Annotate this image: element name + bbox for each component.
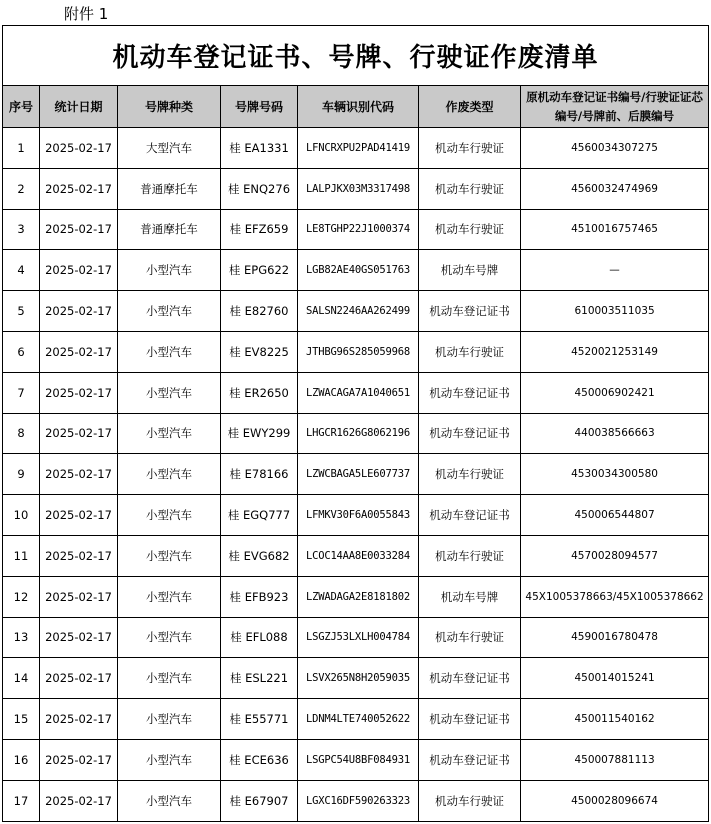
cell-date: 2025-02-17 [40, 617, 118, 658]
cell-seq: 12 [3, 576, 40, 617]
table-row [3, 535, 709, 576]
cell-seq: 14 [3, 658, 40, 699]
cell-orig-no: 4500028096674 [521, 780, 709, 821]
cell-date: 2025-02-17 [40, 576, 118, 617]
cell-plate-no: 桂 EPG622 [221, 250, 298, 291]
header-plate-type: 号牌种类 [118, 86, 221, 128]
attachment-label: 附件 1 [64, 5, 109, 23]
cell-date: 2025-02-17 [40, 250, 118, 291]
cell-vin: LALPJKX03M3317498 [298, 168, 419, 209]
cell-seq: 10 [3, 495, 40, 536]
cell-vin: LDNM4LTE740052622 [298, 699, 419, 740]
cell-seq: 16 [3, 739, 40, 780]
cell-orig-no: 440038566663 [521, 413, 709, 454]
cell-void-type: 机动车登记证书 [419, 658, 521, 699]
cell-seq: 8 [3, 413, 40, 454]
table-body [3, 128, 709, 822]
cell-date: 2025-02-17 [40, 454, 118, 495]
header-seq: 序号 [3, 86, 40, 128]
cell-orig-no: 45X1005378663/45X1005378662 [521, 576, 709, 617]
cell-vin: SALSN2246AA262499 [298, 291, 419, 332]
cell-orig-no: 4590016780478 [521, 617, 709, 658]
cell-date: 2025-02-17 [40, 535, 118, 576]
cell-vin: LSVX265N8H2059035 [298, 658, 419, 699]
table-row [3, 209, 709, 250]
cell-orig-no: 4560034307275 [521, 128, 709, 169]
cell-orig-no: 4560032474969 [521, 168, 709, 209]
cell-void-type: 机动车行驶证 [419, 168, 521, 209]
cell-plate-type: 小型汽车 [118, 413, 221, 454]
cell-void-type: 机动车登记证书 [419, 699, 521, 740]
header-void-type: 作废类型 [419, 86, 521, 128]
cell-void-type: 机动车登记证书 [419, 739, 521, 780]
cell-orig-no: 610003511035 [521, 291, 709, 332]
cell-seq: 15 [3, 699, 40, 740]
cell-date: 2025-02-17 [40, 168, 118, 209]
header-orig-no: 原机动车登记证书编号/行驶证证芯编号/号牌前、后膜编号 [521, 86, 709, 128]
cell-plate-no: 桂 EV8225 [221, 331, 298, 372]
cell-plate-type: 小型汽车 [118, 739, 221, 780]
table-row [3, 454, 709, 495]
cell-seq: 9 [3, 454, 40, 495]
cell-void-type: 机动车行驶证 [419, 780, 521, 821]
table-row [3, 576, 709, 617]
cell-plate-type: 普通摩托车 [118, 168, 221, 209]
void-list-sheet [2, 25, 708, 822]
cell-date: 2025-02-17 [40, 658, 118, 699]
cell-vin: LCOC14AA8E0033284 [298, 535, 419, 576]
cell-date: 2025-02-17 [40, 780, 118, 821]
cell-plate-no: 桂 EFB923 [221, 576, 298, 617]
cell-orig-no: 450006902421 [521, 372, 709, 413]
cell-vin: LGB82AE40GS051763 [298, 250, 419, 291]
table-row [3, 291, 709, 332]
cell-seq: 17 [3, 780, 40, 821]
cell-date: 2025-02-17 [40, 413, 118, 454]
cell-plate-no: 桂 EFL088 [221, 617, 298, 658]
cell-vin: LZWCBAGA5LE607737 [298, 454, 419, 495]
cell-plate-type: 小型汽车 [118, 699, 221, 740]
cell-plate-type: 小型汽车 [118, 658, 221, 699]
cell-orig-no: 450007881113 [521, 739, 709, 780]
cell-seq: 1 [3, 128, 40, 169]
cell-plate-type: 小型汽车 [118, 780, 221, 821]
cell-vin: LGXC16DF590263323 [298, 780, 419, 821]
cell-plate-no: 桂 ER2650 [221, 372, 298, 413]
cell-plate-type: 小型汽车 [118, 495, 221, 536]
cell-plate-no: 桂 EGQ777 [221, 495, 298, 536]
cell-void-type: 机动车号牌 [419, 250, 521, 291]
cell-vin: LFNCRXPU2PAD41419 [298, 128, 419, 169]
cell-void-type: 机动车行驶证 [419, 209, 521, 250]
cell-seq: 13 [3, 617, 40, 658]
cell-vin: LZWADAGA2E8181802 [298, 576, 419, 617]
cell-seq: 2 [3, 168, 40, 209]
cell-vin: LZWACAGA7A1040651 [298, 372, 419, 413]
cell-plate-no: 桂 EVG682 [221, 535, 298, 576]
table-row [3, 739, 709, 780]
cell-orig-no: 4510016757465 [521, 209, 709, 250]
page-title: 机动车登记证书、号牌、行驶证作废清单 [3, 26, 709, 86]
cell-void-type: 机动车行驶证 [419, 454, 521, 495]
cell-plate-type: 大型汽车 [118, 128, 221, 169]
cell-date: 2025-02-17 [40, 209, 118, 250]
table-row [3, 699, 709, 740]
cell-vin: LSGZJ53LXLH004784 [298, 617, 419, 658]
cell-vin: JTHBG96S285059968 [298, 331, 419, 372]
cell-date: 2025-02-17 [40, 331, 118, 372]
void-list-table [2, 25, 709, 822]
cell-void-type: 机动车登记证书 [419, 495, 521, 536]
cell-void-type: 机动车登记证书 [419, 372, 521, 413]
cell-seq: 7 [3, 372, 40, 413]
cell-orig-no: 4530034300580 [521, 454, 709, 495]
cell-date: 2025-02-17 [40, 372, 118, 413]
cell-vin: LFMKV30F6A0055843 [298, 495, 419, 536]
cell-vin: LHGCR1626G8062196 [298, 413, 419, 454]
cell-plate-no: 桂 ESL221 [221, 658, 298, 699]
cell-plate-no: 桂 E78166 [221, 454, 298, 495]
table-row [3, 413, 709, 454]
cell-void-type: 机动车行驶证 [419, 128, 521, 169]
cell-plate-type: 小型汽车 [118, 250, 221, 291]
header-date: 统计日期 [40, 86, 118, 128]
cell-seq: 5 [3, 291, 40, 332]
table-row [3, 331, 709, 372]
cell-seq: 6 [3, 331, 40, 372]
cell-plate-no: 桂 E82760 [221, 291, 298, 332]
cell-orig-no: 450014015241 [521, 658, 709, 699]
cell-void-type: 机动车号牌 [419, 576, 521, 617]
cell-plate-type: 小型汽车 [118, 617, 221, 658]
header-plate-no: 号牌号码 [221, 86, 298, 128]
header-row [3, 86, 709, 128]
cell-date: 2025-02-17 [40, 291, 118, 332]
cell-plate-no: 桂 EWY299 [221, 413, 298, 454]
cell-date: 2025-02-17 [40, 495, 118, 536]
cell-void-type: 机动车行驶证 [419, 331, 521, 372]
cell-date: 2025-02-17 [40, 739, 118, 780]
cell-plate-type: 普通摩托车 [118, 209, 221, 250]
cell-void-type: 机动车登记证书 [419, 291, 521, 332]
table-row [3, 168, 709, 209]
cell-plate-no: 桂 EFZ659 [221, 209, 298, 250]
cell-orig-no: 450011540162 [521, 699, 709, 740]
cell-plate-type: 小型汽车 [118, 454, 221, 495]
table-row [3, 617, 709, 658]
cell-date: 2025-02-17 [40, 128, 118, 169]
table-row [3, 495, 709, 536]
cell-orig-no: 4520021253149 [521, 331, 709, 372]
cell-plate-type: 小型汽车 [118, 535, 221, 576]
cell-plate-type: 小型汽车 [118, 331, 221, 372]
cell-plate-no: 桂 ECE636 [221, 739, 298, 780]
cell-plate-type: 小型汽车 [118, 576, 221, 617]
cell-seq: 3 [3, 209, 40, 250]
title-row [3, 26, 709, 86]
cell-void-type: 机动车行驶证 [419, 535, 521, 576]
cell-plate-no: 桂 EA1331 [221, 128, 298, 169]
cell-vin: LSGPC54U8BF084931 [298, 739, 419, 780]
cell-plate-no: 桂 ENQ276 [221, 168, 298, 209]
cell-void-type: 机动车登记证书 [419, 413, 521, 454]
cell-void-type: 机动车行驶证 [419, 617, 521, 658]
header-vin: 车辆识别代码 [298, 86, 419, 128]
cell-plate-type: 小型汽车 [118, 372, 221, 413]
table-row [3, 128, 709, 169]
cell-plate-no: 桂 E55771 [221, 699, 298, 740]
table-row [3, 658, 709, 699]
table-row [3, 780, 709, 821]
cell-orig-no: 4570028094577 [521, 535, 709, 576]
cell-plate-type: 小型汽车 [118, 291, 221, 332]
table-row [3, 250, 709, 291]
table-row [3, 372, 709, 413]
cell-date: 2025-02-17 [40, 699, 118, 740]
cell-seq: 4 [3, 250, 40, 291]
cell-orig-no: — [521, 250, 709, 291]
cell-orig-no: 450006544807 [521, 495, 709, 536]
cell-seq: 11 [3, 535, 40, 576]
cell-vin: LE8TGHP22J1000374 [298, 209, 419, 250]
cell-plate-no: 桂 E67907 [221, 780, 298, 821]
